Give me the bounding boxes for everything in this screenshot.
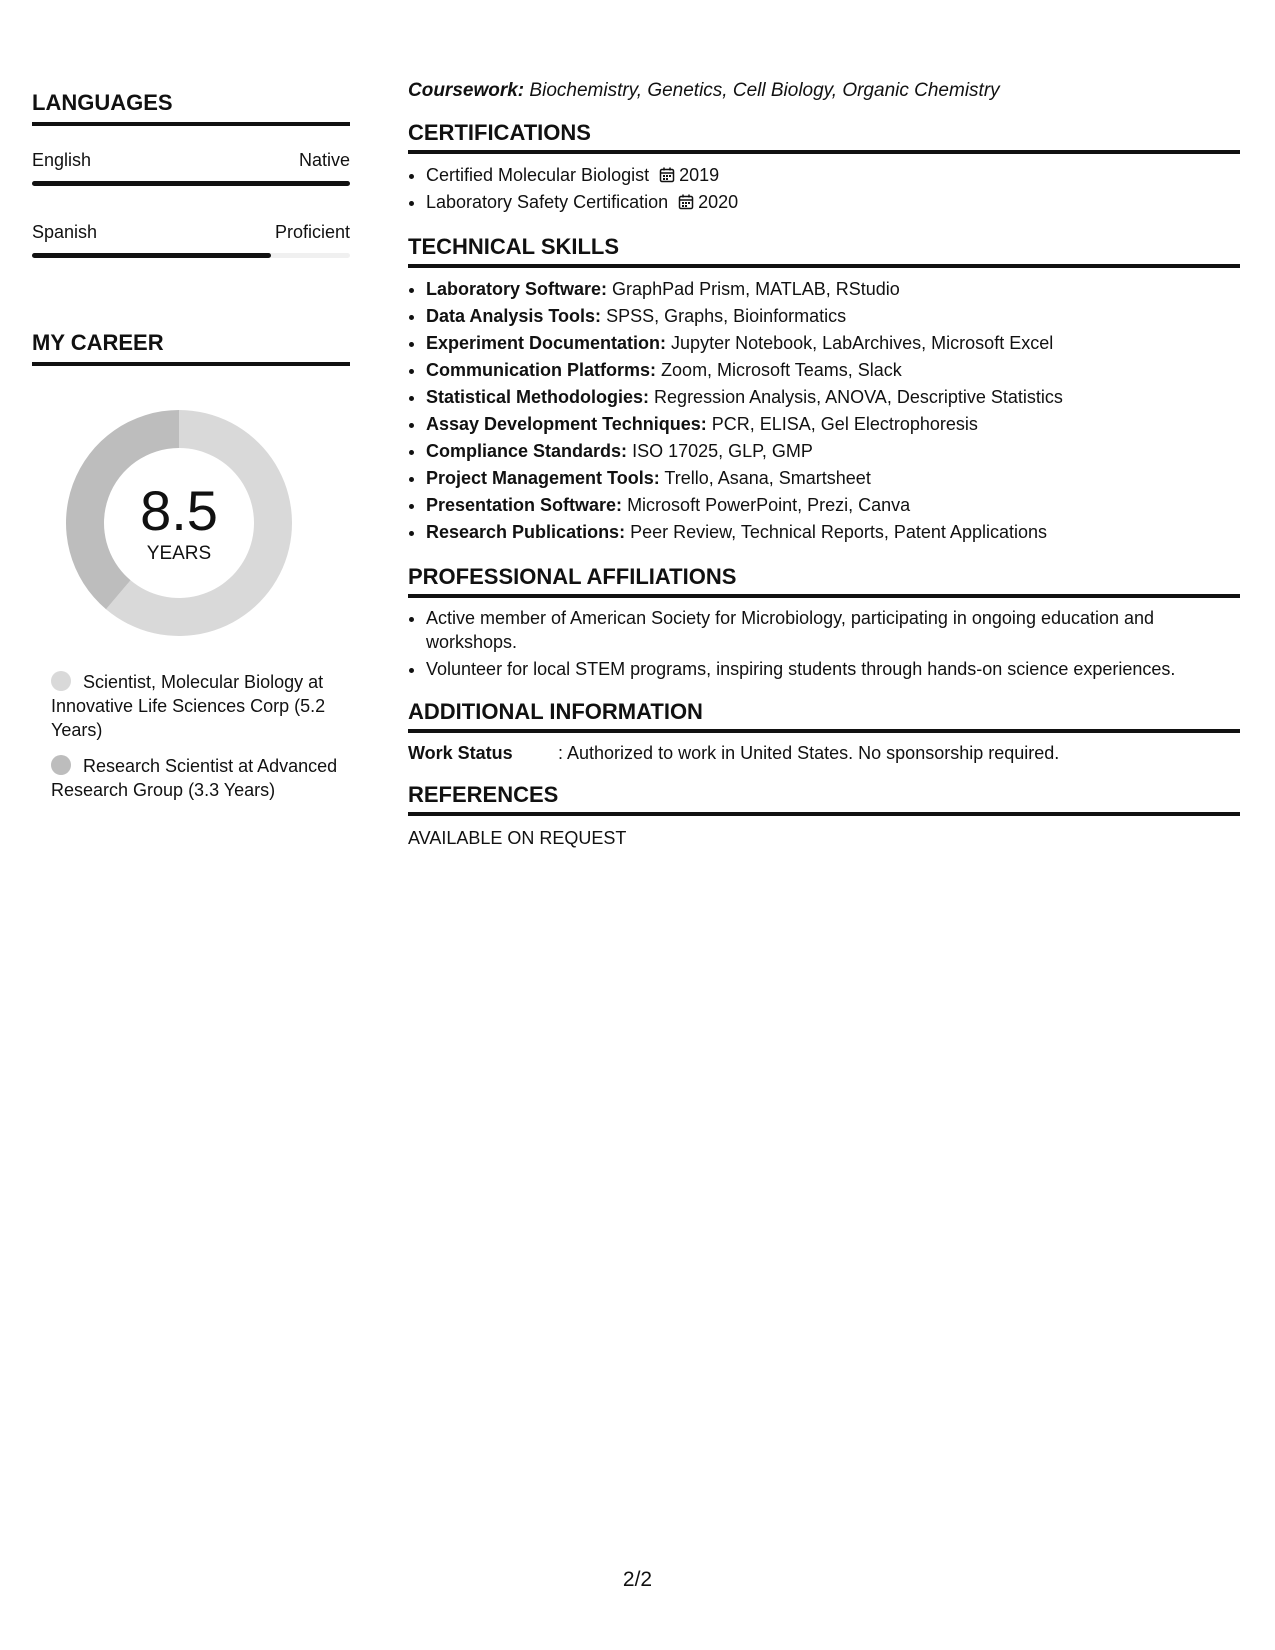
certifications-title: CERTIFICATIONS xyxy=(408,120,1240,154)
technical-skills-list xyxy=(408,276,1240,546)
career-title: MY CAREER xyxy=(32,330,350,366)
affiliation-item: • Volunteer for local STEM programs, inspiring students through hands-on science experiences. xyxy=(426,657,1240,681)
technical-skills-title: TECHNICAL SKILLS xyxy=(408,234,1240,268)
skill-item xyxy=(426,438,1240,465)
certifications-list xyxy=(408,162,1240,216)
skill-label: Communication Platforms: xyxy=(426,360,657,380)
language-bar xyxy=(32,181,350,186)
coursework-value: Biochemistry, Genetics, Cell Biology, Organic Chemistry xyxy=(529,80,1000,101)
language-bar-fill xyxy=(32,253,271,258)
legend-dot xyxy=(51,755,71,775)
additional-info-title: ADDITIONAL INFORMATION xyxy=(408,699,1240,733)
career-role-label: Scientist, Molecular Biology at Innovative Life Sciences Corp (5.2 Years) xyxy=(51,672,326,740)
skill-label: Assay Development Techniques: xyxy=(426,414,707,434)
coursework xyxy=(408,80,1240,102)
languages-title: LANGUAGES xyxy=(32,90,350,126)
skill-value: Regression Analysis, ANOVA, Descriptive Statistics xyxy=(654,387,1063,407)
affiliation-item: • Active member of American Society for Microbiology, participating in ongoing education and workshops. xyxy=(426,606,1240,654)
work-status-value: : Authorized to work in United States. No sponsorship required. xyxy=(558,743,1060,763)
language-name: Spanish xyxy=(32,222,98,242)
references-value: AVAILABLE ON REQUEST xyxy=(408,828,627,848)
affiliations-list xyxy=(408,606,1240,681)
skill-value: Zoom, Microsoft Teams, Slack xyxy=(661,360,902,380)
skill-item xyxy=(426,465,1240,492)
language-level: Proficient xyxy=(274,222,350,242)
coursework-label: Coursework: xyxy=(408,80,525,101)
donut-center xyxy=(66,410,292,636)
calendar-icon xyxy=(678,194,694,210)
skill-item xyxy=(426,276,1240,303)
language-level: Native xyxy=(298,150,350,170)
work-status-row xyxy=(408,743,1240,764)
certification-year: 2020 xyxy=(698,192,739,212)
left-column xyxy=(32,90,350,814)
skill-label: Statistical Methodologies: xyxy=(426,387,650,407)
certification-item xyxy=(426,162,1240,189)
career-role xyxy=(51,754,350,802)
certification-item xyxy=(426,189,1240,216)
skill-label: Data Analysis Tools: xyxy=(426,306,602,326)
language-item-spanish xyxy=(32,222,350,258)
career-role xyxy=(51,670,350,742)
skill-value: ISO 17025, GLP, GMP xyxy=(632,441,813,461)
career-role-label: Research Scientist at Advanced Research Group (3.3 Years) xyxy=(51,756,338,800)
legend-dot xyxy=(51,671,71,691)
skill-value: PCR, ELISA, Gel Electrophoresis xyxy=(711,414,978,434)
skill-value: GraphPad Prism, MATLAB, RStudio xyxy=(612,279,900,299)
skill-item xyxy=(426,330,1240,357)
skill-label: Compliance Standards: xyxy=(426,441,628,461)
skill-label: Laboratory Software: xyxy=(426,279,608,299)
certification-name: Certified Molecular Biologist xyxy=(426,165,650,185)
skill-item xyxy=(426,384,1240,411)
skill-item xyxy=(426,411,1240,438)
skill-label: Presentation Software: xyxy=(426,495,623,515)
language-item-english xyxy=(32,150,350,186)
skill-item xyxy=(426,303,1240,330)
skill-value: SPSS, Graphs, Bioinformatics xyxy=(606,306,847,326)
language-name: English xyxy=(32,150,92,170)
right-column xyxy=(408,80,1240,849)
career-donut-chart xyxy=(66,410,292,636)
skill-item xyxy=(426,357,1240,384)
skill-label: Experiment Documentation: xyxy=(426,333,667,353)
skill-value: Trello, Asana, Smartsheet xyxy=(664,468,871,488)
skill-label: Research Publications: xyxy=(426,522,626,542)
references-title: REFERENCES xyxy=(408,782,1240,816)
skill-item xyxy=(426,519,1240,546)
skill-value: Jupyter Notebook, LabArchives, Microsoft Excel xyxy=(671,333,1054,353)
calendar-icon xyxy=(659,167,675,183)
skill-value: Peer Review, Technical Reports, Patent Applications xyxy=(630,522,1047,542)
certification-year: 2019 xyxy=(679,165,720,185)
skill-item xyxy=(426,492,1240,519)
work-status-label: Work Status xyxy=(408,743,513,763)
language-bar-fill xyxy=(32,181,350,186)
career-total-unit: YEARS xyxy=(146,543,212,564)
affiliations-title: PROFESSIONAL AFFILIATIONS xyxy=(408,564,1240,598)
skill-label: Project Management Tools: xyxy=(426,468,660,488)
language-bar xyxy=(32,253,350,258)
skill-value: Microsoft PowerPoint, Prezi, Canva xyxy=(627,495,911,515)
career-legend xyxy=(32,670,350,802)
page-number: 2/2 xyxy=(622,1568,653,1591)
career-total-value: 8.5 xyxy=(140,479,218,542)
certification-name: Laboratory Safety Certification xyxy=(426,192,669,212)
